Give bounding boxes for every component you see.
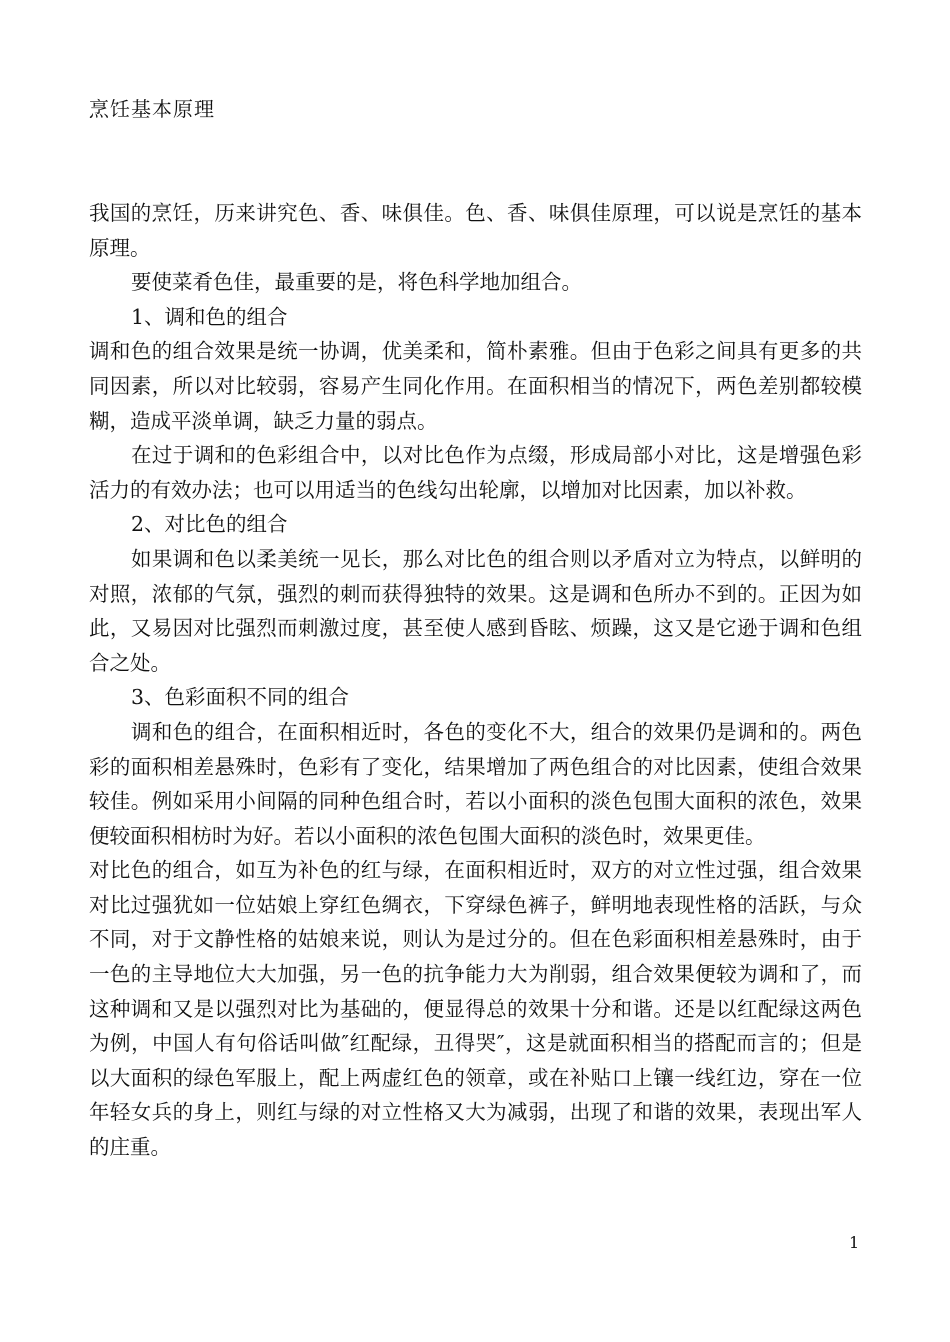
paragraph: 如果调和色以柔美统一见长，那么对比色的组合则以矛盾对立为特点，以鲜明的对照，浓郁的气氛，强烈的刺而获得独特的效果。这是调和色所办不到的。正因为如此，又易因对比强烈而刺激过度，甚至使人感到昏眩、烦躁，这又是它逊于调和色组合之处。	[89, 546, 862, 675]
section-heading: 1、调和色的组合	[131, 304, 288, 329]
document-title: 烹饪基本原理	[89, 97, 215, 121]
document-body	[89, 196, 862, 1165]
paragraph: 要使菜肴色佳，最重要的是，将色科学地加组合。	[131, 270, 582, 295]
section-heading: 2、对比色的组合	[131, 512, 288, 537]
paragraph: 调和色的组合，在面积相近时，各色的变化不大，组合的效果仍是调和的。两色彩的面积相差悬殊时，色彩有了变化，结果增加了两色组合的对比因素，使组合效果较佳。例如采用小间隔的同种色组合时，若以小面积的淡色包围大面积的浓色，效果便较面积相枋时为好。若以小面积的浓色包围大面积的淡色时，效果更佳。	[89, 719, 862, 848]
paragraph: 调和色的组合效果是统一协调，优美柔和，简朴素雅。但由于色彩之间具有更多的共同因素，所以对比较弱，容易产生同化作用。在面积相当的情况下，两色差别都较模糊，造成平淡单调，缺乏力量的弱点。	[89, 339, 862, 433]
page-number: 1	[849, 1233, 860, 1252]
paragraph: 我国的烹饪，历来讲究色、香、味俱佳。色、香、味俱佳原理，可以说是烹饪的基本原理。	[89, 201, 862, 260]
section-heading: 3、色彩面积不同的组合	[131, 685, 350, 710]
paragraph: 在过于调和的色彩组合中，以对比色作为点缀，形成局部小对比，这是增强色彩活力的有效办法；也可以用适当的色线勾出轮廓，以增加对比因素，加以补救。	[89, 443, 862, 502]
paragraph: 对比色的组合，如互为补色的红与绿，在面积相近时，双方的对立性过强，组合效果对比过强犹如一位姑娘上穿红色绸衣，下穿绿色裤子，鲜明地表现性格的活跃，与众不同，对于文静性格的姑娘来说，则认为是过分的。但在色彩面积相差悬殊时，由于一色的主导地位大大加强，另一色的抗争能力大为削弱，组合效果便较为调和了，而这种调和又是以强烈对比为基础的，便显得总的效果十分和谐。还是以红配绿这两色为例，中国人有句俗话叫做″红配绿，丑得哭″，这是就面积相当的搭配而言的；但是以大面积的绿色军服上，配上两虚红色的领章，或在补贴口上镶一线红边，穿在一位年轻女兵的身上，则红与绿的对立性格又大为减弱，出现了和谐的效果，表现出军人的庄重。	[89, 858, 862, 1160]
